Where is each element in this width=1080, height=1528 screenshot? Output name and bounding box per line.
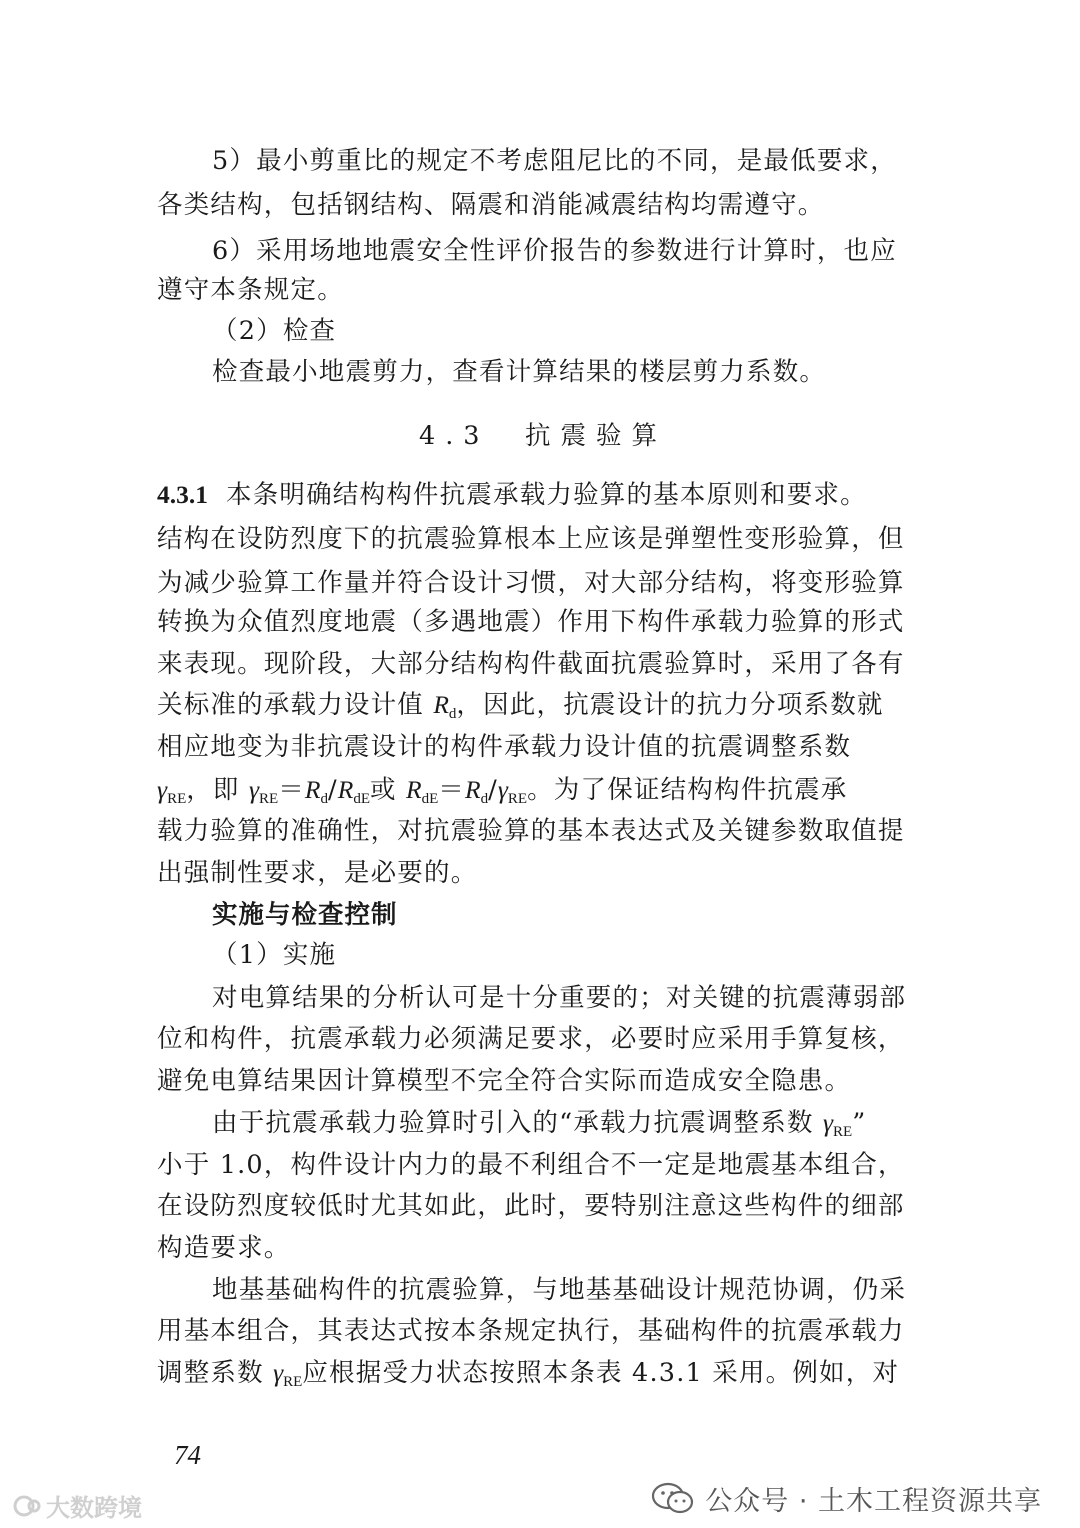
paragraph-line: 在设防烈度较低时尤其如此，此时，要特别注意这些构件的细部 (157, 1191, 905, 1221)
paragraph-line (157, 1355, 929, 1391)
paragraph-line: 为减少验算工作量并符合设计习惯，对大部分结构，将变形验算 (157, 568, 905, 598)
paragraph-line: 相应地变为非抗震设计的构件承载力设计值的抗震调整系数 (157, 732, 852, 762)
subheading: 实施与检查控制 (212, 900, 398, 930)
text-run: 由于抗震承载力验算时引入的“承载力抗震调整系数 (212, 1108, 823, 1138)
clause-text: 本条明确结构构件抗震承载力验算的基本原则和要求。 (226, 480, 867, 510)
math-operator: / (488, 775, 498, 805)
watermark-left-text: 大数跨境 (46, 1494, 142, 1522)
math-subscript: dE (421, 791, 439, 807)
watermark-text: 公众号 · 土木工程资源共享 (705, 1485, 1042, 1517)
paragraph-line: 转换为众值烈度地震（多遇地震）作用下构件承载力验算的形式 (157, 607, 905, 637)
math-subscript: RE (259, 791, 279, 807)
formula-line (157, 772, 929, 808)
paragraph-line: 来表现。现阶段，大部分结构构件截面抗震验算时，采用了各有 (157, 649, 905, 679)
subsection-label: （1）实施 (212, 940, 337, 970)
math-symbol: γ (273, 1358, 284, 1387)
wechat-icon (651, 1482, 695, 1514)
text-run: 应根据受力状态按照本条表 4.3.1 采用。例如，对 (302, 1358, 900, 1388)
paragraph-line: 检查最小地震剪力，查看计算结果的楼层剪力系数。 (212, 357, 827, 387)
paragraph-line (212, 1105, 929, 1141)
text-run: 。为了保证结构构件抗震承 (527, 775, 848, 805)
math-subscript: RE (283, 1374, 303, 1390)
paragraph-line: 位和构件，抗震承载力必须满足要求，必要时应采用手算复核， (157, 1024, 905, 1054)
math-subscript: RE (833, 1124, 853, 1140)
paragraph-line: 各类结构，包括钢结构、隔震和消能减震结构均需遵守。 (157, 190, 825, 220)
math-symbol: R (406, 775, 422, 804)
paragraph-line: 载力验算的准确性，对抗震验算的基本表达式及关键参数取值提 (157, 816, 905, 846)
math-subscript: d (480, 791, 489, 807)
brand-logo-icon (12, 1493, 42, 1519)
paragraph-line: 小于 1.0，构件设计内力的最不利组合不一定是地震基本组合， (157, 1150, 905, 1180)
text-run: ” (852, 1108, 867, 1138)
paragraph-line: 结构在设防烈度下的抗震验算根本上应该是弹塑性变形验算，但 (157, 524, 905, 554)
paragraph-line: 用基本组合，其表达式按本条规定执行，基础构件的抗震承载力 (157, 1316, 905, 1346)
math-symbol: R (337, 775, 354, 804)
math-symbol: γ (497, 775, 508, 804)
text-run: 关标准的承载力设计值 (157, 690, 434, 720)
math-operator: ＝ (278, 775, 305, 805)
paragraph-line: 对电算结果的分析认可是十分重要的；对关键的抗震薄弱部 (212, 983, 907, 1013)
watermark (651, 1478, 1042, 1518)
math-subscript: RE (167, 791, 187, 807)
text-run: 或 (370, 775, 407, 805)
math-symbol: R (464, 775, 481, 804)
paragraph-line: 避免电算结果因计算模型不完全符合实际而造成安全隐患。 (157, 1066, 852, 1096)
text-run: ，即 (186, 775, 249, 805)
math-subscript: d (320, 791, 328, 807)
math-symbol: R (433, 690, 449, 719)
paragraph-line: 5）最小剪重比的规定不考虑阻尼比的不同，是最低要求， (212, 146, 897, 176)
clause-line (157, 477, 929, 513)
paragraph-line: 6）采用场地地震安全性评价报告的参数进行计算时，也应 (212, 236, 897, 266)
paragraph-line: 地基基础构件的抗震验算，与地基基础设计规范协调，仍采 (212, 1275, 907, 1305)
watermark-left (12, 1488, 142, 1523)
math-symbol: γ (157, 775, 168, 804)
clause-number: 4.3.1 (157, 480, 208, 509)
text-run: ，因此，抗震设计的抗力分项系数就 (456, 690, 884, 720)
math-subscript: dE (353, 791, 371, 807)
page-number: 74 (174, 1440, 201, 1470)
math-operator: ＝ (438, 775, 465, 805)
text-run: 调整系数 (157, 1358, 274, 1388)
section-heading: 4.3 抗震验算 (418, 421, 668, 451)
math-symbol: γ (822, 1108, 834, 1137)
math-symbol: R (304, 775, 321, 804)
math-subscript: RE (507, 791, 528, 807)
paragraph-line (157, 687, 929, 723)
paragraph-line: 遵守本条规定。 (157, 275, 344, 305)
math-subscript: d (448, 706, 457, 722)
paragraph-line: 出强制性要求，是必要的。 (157, 858, 478, 888)
subsection-label: （2）检查 (212, 316, 337, 346)
paragraph-line: 构造要求。 (157, 1233, 291, 1263)
math-symbol: γ (248, 775, 260, 804)
math-operator: / (327, 775, 338, 805)
